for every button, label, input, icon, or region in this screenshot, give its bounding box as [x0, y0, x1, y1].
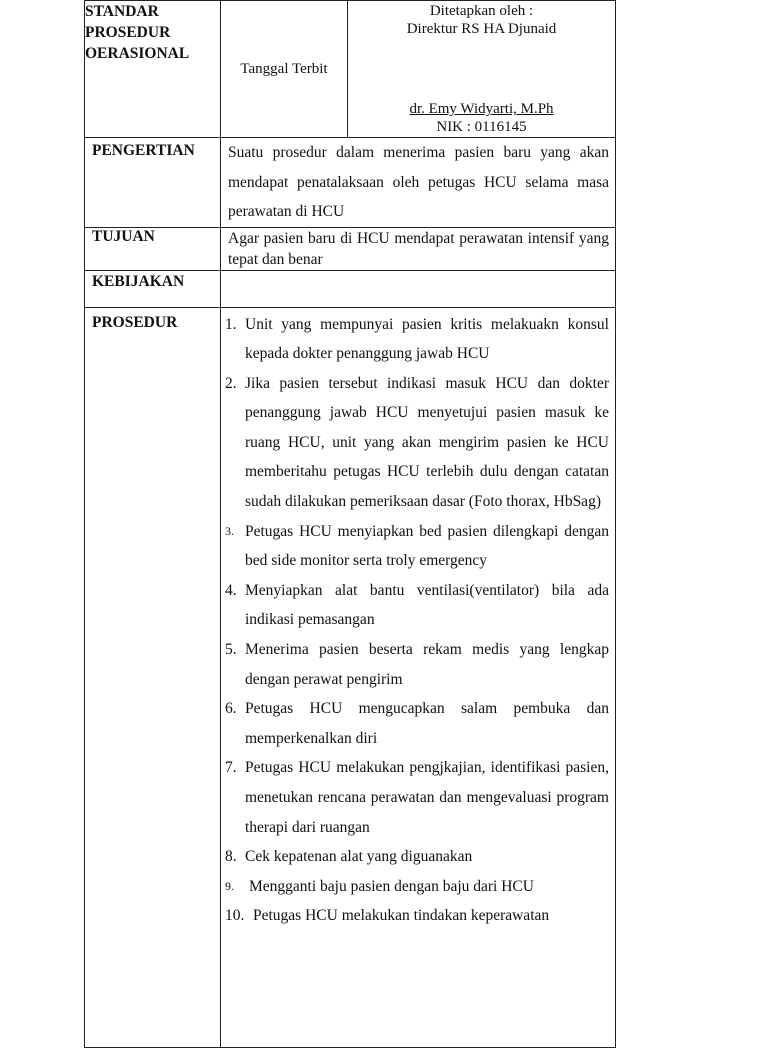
list-item: 9. Mengganti baju pasien dengan baju dari HCU [225, 877, 534, 895]
issue-date-label: Tanggal Terbit [240, 60, 328, 77]
tujuan-text: Agar pasien baru di HCU mendapat perawatan intensif yang tepat dan benar [221, 227, 616, 270]
kebijakan-label: KEBIJAKAN [85, 270, 221, 307]
issue-date-cell [221, 1, 348, 138]
title-line-1: STANDAR [85, 3, 159, 20]
list-item: 2. Jika pasien tersebut indikasi masuk HCU dan dokter penanggung jawab HCU menyetujui pasien masuk ke ruang HCU, unit yang akan mengirim pasien ke HCU memberitahu petugas HCU terlebih dulu dengan catatan sudah dilakukan pemeriksaan dasar (Foto thorax, HbSag) [225, 374, 609, 511]
document-title [85, 1, 221, 138]
list-item: 6. Petugas HCU mengucapkan salam pembuka dan memperkenalkan diri [225, 700, 609, 747]
pengertian-text: Suatu prosedur dalam menerima pasien baru yang akan mendapat penatalaksaan oleh petugas HCU selama masa perawatan di HCU [221, 138, 616, 228]
list-item: 7. Petugas HCU melakukan pengjkajian, identifikasi pasien, menetukan rencana perawatan dan mengevaluasi program therapi dari ruangan [225, 759, 609, 836]
list-item: 10. Petugas HCU melakukan tindakan keperawatan [225, 907, 550, 925]
title-line-2: PROSEDUR [85, 24, 171, 41]
kebijakan-text [221, 270, 616, 307]
tujuan-label: TUJUAN [85, 227, 221, 270]
sop-table [84, 0, 616, 1048]
prosedur-row [85, 307, 616, 1047]
list-item: 1. Unit yang mempunyai pasien kritis melakuakn konsul kepada dokter penanggung jawab HCU [225, 315, 609, 363]
signatory-name: dr. Emy Widyarti, M.Ph [409, 101, 554, 117]
signatory-nik: NIK : 0116145 [436, 119, 527, 135]
list-item: 8. Cek kepatenan alat yang diguanakan [225, 848, 473, 866]
procedure-steps [221, 308, 615, 931]
title-line-3: OERASIONAL [85, 45, 190, 62]
header-row [85, 1, 616, 138]
pengertian-label: PENGERTIAN [85, 138, 221, 228]
tujuan-row [85, 227, 616, 270]
list-item: 5. Menerima pasien beserta rekam medis yang lengkap dengan perawat pengirim [225, 641, 609, 688]
list-item: 4. Menyiapkan alat bantu ventilasi(ventilator) bila ada indikasi pemasangan [225, 581, 609, 629]
approval-cell [348, 1, 616, 138]
kebijakan-row [85, 270, 616, 307]
approved-by-label: Ditetapkan oleh : [429, 3, 534, 19]
prosedur-label: PROSEDUR [85, 307, 221, 1047]
director-title: Direktur RS HA Djunaid [406, 21, 557, 37]
prosedur-cell [221, 307, 616, 1047]
list-item: 3. Petugas HCU menyiapkan bed pasien dilengkapi dengan bed side monitor serta troly emergency [225, 522, 609, 570]
pengertian-row [85, 138, 616, 228]
